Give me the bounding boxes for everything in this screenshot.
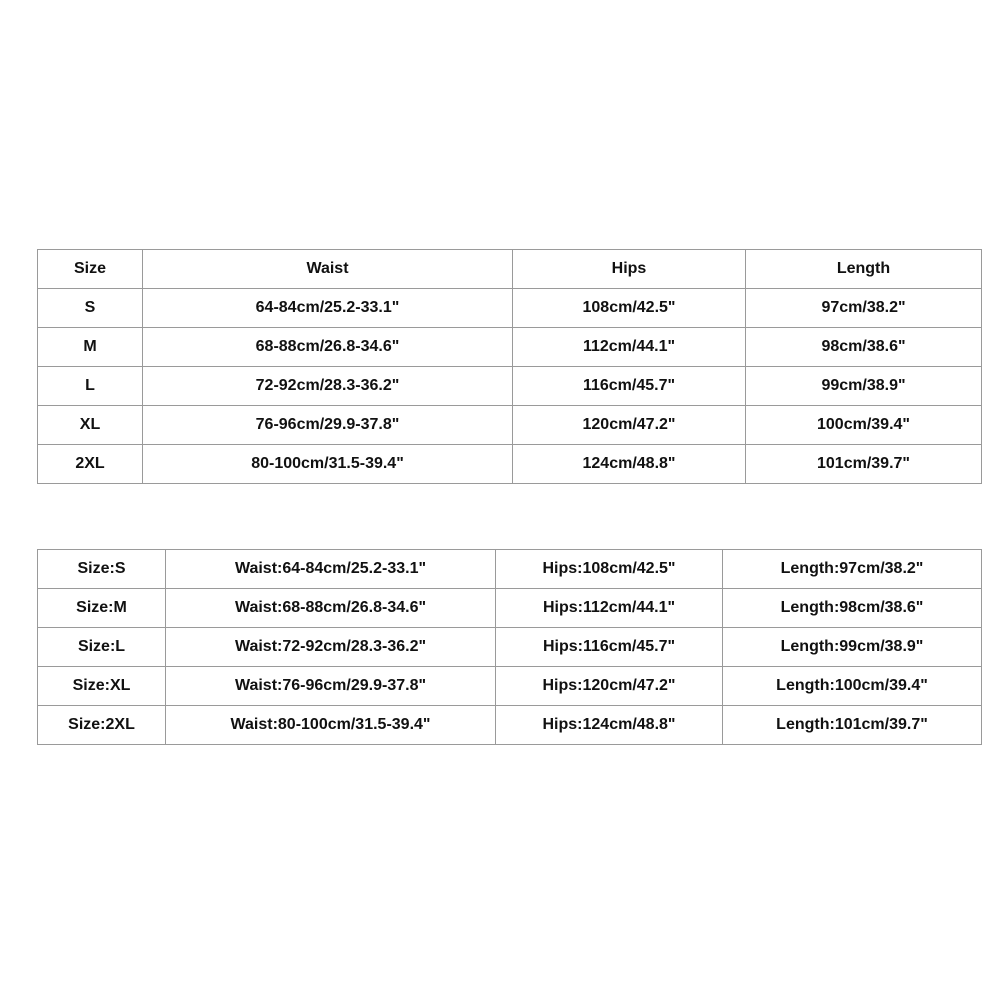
size-chart-table: [37, 249, 982, 484]
cell-size: Size:2XL: [38, 706, 166, 745]
cell-size: Size:M: [38, 589, 166, 628]
table-row: [38, 367, 982, 406]
cell-length: Length:98cm/38.6": [723, 589, 982, 628]
cell-hips: 120cm/47.2": [513, 406, 746, 445]
cell-hips: 116cm/45.7": [513, 367, 746, 406]
cell-length: 101cm/39.7": [746, 445, 982, 484]
cell-length: Length:97cm/38.2": [723, 550, 982, 589]
cell-length: 100cm/39.4": [746, 406, 982, 445]
table-row: [38, 289, 982, 328]
size-chart-table-labeled: [37, 549, 982, 745]
table-row: [38, 628, 982, 667]
table-row: [38, 589, 982, 628]
cell-waist: Waist:80-100cm/31.5-39.4": [166, 706, 496, 745]
cell-size: S: [38, 289, 143, 328]
cell-hips: Hips:124cm/48.8": [496, 706, 723, 745]
cell-size: XL: [38, 406, 143, 445]
cell-waist: 80-100cm/31.5-39.4": [143, 445, 513, 484]
cell-hips: Hips:116cm/45.7": [496, 628, 723, 667]
cell-length: 99cm/38.9": [746, 367, 982, 406]
cell-size: L: [38, 367, 143, 406]
table-header-row: [38, 250, 982, 289]
cell-waist: 64-84cm/25.2-33.1": [143, 289, 513, 328]
cell-length: 98cm/38.6": [746, 328, 982, 367]
cell-size: Size:XL: [38, 667, 166, 706]
cell-length: Length:101cm/39.7": [723, 706, 982, 745]
cell-hips: Hips:112cm/44.1": [496, 589, 723, 628]
table-row: [38, 406, 982, 445]
cell-waist: 68-88cm/26.8-34.6": [143, 328, 513, 367]
cell-hips: 108cm/42.5": [513, 289, 746, 328]
table-row: [38, 667, 982, 706]
table-row: [38, 706, 982, 745]
cell-waist: 72-92cm/28.3-36.2": [143, 367, 513, 406]
cell-hips: Hips:120cm/47.2": [496, 667, 723, 706]
cell-size: Size:S: [38, 550, 166, 589]
table-row: [38, 445, 982, 484]
cell-length: 97cm/38.2": [746, 289, 982, 328]
cell-waist: 76-96cm/29.9-37.8": [143, 406, 513, 445]
header-size: Size: [38, 250, 143, 289]
header-length: Length: [746, 250, 982, 289]
cell-size: M: [38, 328, 143, 367]
cell-waist: Waist:76-96cm/29.9-37.8": [166, 667, 496, 706]
cell-size: 2XL: [38, 445, 143, 484]
table-row: [38, 328, 982, 367]
cell-size: Size:L: [38, 628, 166, 667]
header-hips: Hips: [513, 250, 746, 289]
cell-waist: Waist:64-84cm/25.2-33.1": [166, 550, 496, 589]
table-row: [38, 550, 982, 589]
cell-waist: Waist:72-92cm/28.3-36.2": [166, 628, 496, 667]
cell-hips: 124cm/48.8": [513, 445, 746, 484]
cell-hips: 112cm/44.1": [513, 328, 746, 367]
header-waist: Waist: [143, 250, 513, 289]
cell-hips: Hips:108cm/42.5": [496, 550, 723, 589]
cell-length: Length:99cm/38.9": [723, 628, 982, 667]
cell-waist: Waist:68-88cm/26.8-34.6": [166, 589, 496, 628]
cell-length: Length:100cm/39.4": [723, 667, 982, 706]
